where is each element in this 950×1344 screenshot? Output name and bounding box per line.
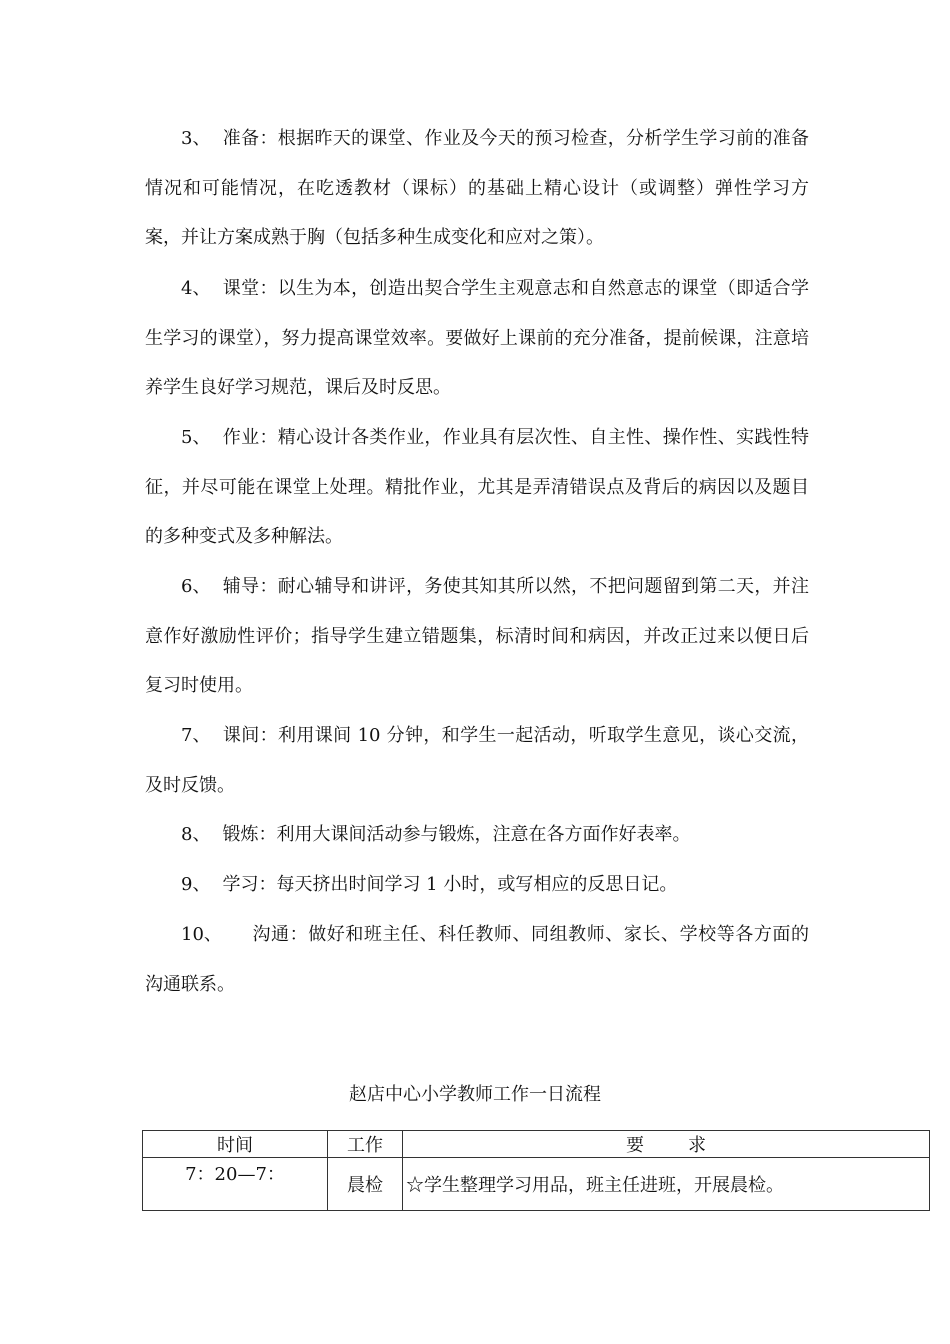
daily-schedule-table [142, 1130, 930, 1211]
item-text: 每天挤出时间学习 1 小时，或写相应的反思日记。 [276, 874, 678, 895]
item-text: 根据昨天的课堂、作业及今天的预习检查，分析学生学习前的准备情况和可能情况，在吃透教材（课标）的基础上精心设计（或调整）弹性学习方案，并让方案成熟于胸（包括多种生成变化和应对之策）。 [145, 128, 810, 248]
paragraph-preparation [145, 114, 809, 263]
item-number: 10、 [181, 924, 222, 945]
item-number: 8、 [181, 824, 211, 845]
item-text: 利用课间 10 分钟，和学生一起活动，听取学生意见，谈心交流，及时反馈。 [145, 725, 809, 796]
header-requirement-part-a: 要 [626, 1135, 644, 1156]
item-heading: 沟通： [251, 924, 309, 945]
item-number: 6、 [181, 576, 211, 597]
cell-time: 7：20—7： [143, 1158, 328, 1211]
item-text: 做好和班主任、科任教师、同组教师、家长、学校等各方面的沟通联系。 [145, 924, 809, 995]
item-number: 5、 [181, 427, 211, 448]
cell-work: 晨检 [328, 1158, 403, 1211]
item-text: 耐心辅导和讲评，务使其知其所以然，不把问题留到第二天，并注意作好激励性评价；指导学生建立错题集，标清时间和病因，并改正过来以便日后复习时使用。 [145, 576, 810, 696]
paragraph-tutoring [145, 562, 809, 711]
header-requirement-part-b: 求 [688, 1135, 706, 1156]
item-text: 利用大课间活动参与锻炼，注意在各方面作好表率。 [276, 824, 691, 845]
item-heading: 课间： [222, 725, 278, 746]
item-heading: 学习： [222, 874, 277, 895]
cell-requirement: ☆学生整理学习用品，班主任进班，开展晨检。 [403, 1158, 930, 1211]
item-heading: 课堂： [222, 278, 278, 299]
item-number: 3、 [181, 128, 211, 149]
header-requirement [403, 1131, 930, 1158]
paragraph-homework [145, 413, 809, 562]
item-heading: 锻炼： [222, 824, 277, 845]
item-text: 精心设计各类作业，作业具有层次性、自主性、操作性、实践性特征，并尽可能在课堂上处理。精批作业，尤其是弄清错误点及背后的病因以及题目的多种变式及多种解法。 [145, 427, 810, 547]
paragraph-study [145, 860, 809, 910]
table-title: 赵店中心小学教师工作一日流程 [349, 1084, 601, 1105]
item-heading: 准备： [222, 128, 278, 149]
item-number: 9、 [181, 874, 211, 895]
item-heading: 辅导： [222, 576, 278, 597]
paragraph-exercise [145, 810, 809, 860]
header-time: 时间 [143, 1131, 328, 1158]
paragraph-break [145, 711, 809, 810]
item-number: 7、 [181, 725, 211, 746]
header-work: 工作 [328, 1131, 403, 1158]
paragraph-communication [145, 910, 809, 1009]
item-heading: 作业： [222, 427, 278, 448]
paragraph-classroom [145, 264, 809, 413]
table-row [143, 1158, 930, 1211]
item-text: 以生为本，创造出契合学生主观意志和自然意志的课堂（即适合学生学习的课堂），努力提高课堂效率。要做好上课前的充分准备，提前候课，注意培养学生良好学习规范，课后及时反思。 [145, 278, 810, 398]
item-number: 4、 [181, 278, 211, 299]
table-header-row [143, 1131, 930, 1158]
